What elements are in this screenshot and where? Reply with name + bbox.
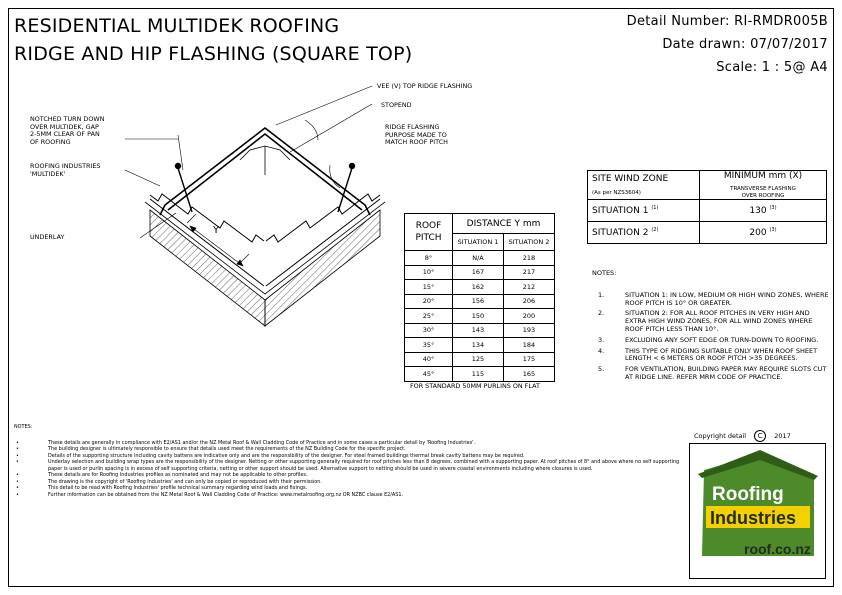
pitch-cell: 45° [405, 367, 453, 382]
situation-label [588, 200, 700, 222]
sit1-cell: N/A [453, 251, 504, 266]
note-number: 1. [598, 290, 605, 299]
label-roofing-multidek: ROOFING INDUSTRIES 'MULTIDEK' [30, 162, 101, 178]
note-text: SITUATION 1: IN LOW, MEDIUM OR HIGH WIND ZONES, WHERE ROOF PITCH IS 10° OR GREATER. [625, 290, 829, 307]
situation-1-sup: (1) [651, 205, 659, 211]
nzs-reference: (As per NZS3604) [592, 190, 641, 196]
sit1-cell: 162 [453, 280, 504, 295]
sit2-cell: 193 [504, 323, 555, 338]
minimum-x-header [700, 171, 827, 200]
bottom-note-item: • This detail to be read with Roofing Industries' profile technical summary regarding wind loads and fixings. [14, 485, 684, 492]
sit1-cell: 167 [453, 265, 504, 280]
left-purlin [150, 210, 265, 326]
copyright-text: Copyright detail [694, 432, 747, 440]
sit1-cell: 134 [453, 338, 504, 353]
roof-pitch-header [405, 214, 453, 251]
table-row [405, 265, 555, 280]
situation-2-header: SITUATION 2 [504, 234, 555, 251]
table-row [405, 280, 555, 295]
note-number: 2. [598, 309, 605, 318]
pitch-cell: 20° [405, 294, 453, 309]
bottom-note-item: • The drawing is the copyright of 'Roofing Industries' and can only be copied or reproduced with their permission. [14, 479, 684, 486]
table-row [405, 323, 555, 338]
sit1-cell: 150 [453, 309, 504, 324]
sit2-cell: 165 [504, 367, 555, 382]
bottom-note-item: • These details are for Roofing Industries profiles as nominated and may not be applicable to other profiles. [14, 472, 684, 479]
date-drawn: Date drawn: 07/07/2017 [662, 37, 828, 52]
notes-bottom-list [14, 440, 684, 499]
table-row [405, 352, 555, 367]
notes-bottom-heading: NOTES: [14, 424, 33, 430]
sit2-cell: 217 [504, 265, 555, 280]
note-text: SITUATION 2: FOR ALL ROOF PITCHES IN VERY HIGH AND EXTRA HIGH WIND ZONES, FOR ALL WIND ZONES WHERE ROOF PITCH LESS THAN 10°. [625, 309, 813, 333]
label-vee-top: VEE (V) TOP RIDGE FLASHING [377, 82, 473, 90]
sit2-cell: 200 [504, 309, 555, 324]
sit2-cell: 184 [504, 338, 555, 353]
copyright-symbol: C [754, 430, 766, 442]
bottom-note-item: • Details of the supporting structure including cavity battens are indicative only and are the responsibility of the designer. For steel framed buildings thermal break cavity battens may be required. [14, 453, 684, 460]
table-row [405, 367, 555, 382]
pitch-cell: 30° [405, 323, 453, 338]
situation-2-label: SITUATION 2 [592, 228, 649, 238]
sit1-cell: 156 [453, 294, 504, 309]
roofing-industries-logo [690, 444, 825, 578]
logo-panel [689, 443, 826, 579]
title-line-2: RIDGE AND HIP FLASHING (SQUARE TOP) [14, 43, 413, 65]
table-row [588, 222, 827, 244]
pitch-header-word: PITCH [415, 233, 442, 243]
note-item [592, 292, 830, 308]
note-text: FOR VENTILATION, BUILDING PAPER MAY REQUIRE SLOTS CUT AT RIDGE LINE. REFER MRM CODE OF PRACTICE. [625, 365, 827, 381]
note-item [592, 348, 830, 364]
bottom-note-item: • These details are generally in compliance with E2/AS1 and/or the NZ Metal Roof & Wall Cladding Code of Practice and in some cases a particular detail by 'Roofing Industries'. [14, 440, 684, 447]
detail-number: Detail Number: RI-RMDR005B [626, 14, 828, 29]
note-item [592, 310, 830, 333]
bottom-note-item: • Underlay selection and building wrap types are the responsibility of the designer. Netting or other supporting generally required for roof pitches less than 8 degrees, combined with a supporting paper. At roof pitches of 8° and above where no self supporting paper is used or purlin spacing is in excess of self supporting criteria, netting or other support should be used. Alternative support to netting should be used in severe coastal environments including where closures is used. [14, 459, 684, 472]
distance-table-footnote: FOR STANDARD 50MM PURLINS ON FLAT [410, 382, 540, 390]
roof-header-word: ROOF [415, 221, 442, 231]
label-ridge-flashing: RIDGE FLASHING PURPOSE MADE TO MATCH ROOF PITCH [385, 123, 448, 147]
label-stopend: STOPEND [381, 101, 412, 109]
table-row [405, 309, 555, 324]
pitch-cell: 40° [405, 352, 453, 367]
situation-1-header: SITUATION 1 [453, 234, 504, 251]
pitch-cell: 8° [405, 251, 453, 266]
notes-right-list [592, 292, 830, 382]
table-row [405, 294, 555, 309]
site-wind-zone-header [588, 171, 700, 200]
label-underlay: UNDERLAY [30, 233, 65, 241]
sit2-cell: 206 [504, 294, 555, 309]
situation-1-value: 130 [749, 206, 767, 216]
distance-y-header: DISTANCE Y mm [453, 214, 555, 234]
bottom-note-item: • Further information can be obtained from the NZ Metal Roof & Wall Cladding Code of Practice: www.metalroofing.org.nz OR NZBC clause E2/AS1. [14, 492, 684, 499]
pitch-cell: 10° [405, 265, 453, 280]
situation-2-sup: (2) [651, 227, 659, 233]
note-item [592, 366, 830, 382]
dimension-y-label: Y [213, 225, 220, 236]
sit2-cell: 175 [504, 352, 555, 367]
sit2-cell: 212 [504, 280, 555, 295]
notes-right [592, 270, 830, 385]
pitch-cell: 25° [405, 309, 453, 324]
minimum-x-title: MINIMUM mm (X) [723, 171, 803, 181]
transverse-flashing-note: TRANSVERSE FLASHING OVER ROOFING [730, 186, 796, 199]
title-line-1: RESIDENTIAL MULTIDEK ROOFING [14, 15, 340, 37]
note-item [592, 337, 830, 345]
notes-bottom [14, 424, 684, 498]
label-notched-turn-down: NOTCHED TURN DOWN OVER MULTIDEK, GAP 2-5MM CLEAR OF PAN OF ROOFING [30, 115, 105, 146]
note-number: 4. [598, 346, 605, 355]
note-text: EXCLUDING ANY SOFT EDGE OR TURN-DOWN TO ROOFING. [625, 335, 819, 344]
pitch-cell: 15° [405, 280, 453, 295]
table-row [588, 200, 827, 222]
sit2-cell: 218 [504, 251, 555, 266]
notes-right-heading: NOTES: [592, 269, 617, 277]
sit1-cell: 143 [453, 323, 504, 338]
note-number: 3. [598, 335, 605, 344]
stopend [240, 146, 290, 175]
situation-2-value: 200 [749, 228, 767, 238]
copyright-line [694, 430, 791, 442]
situation-1-value-sup: (3) [769, 205, 777, 211]
logo-word-industries: Industries [710, 508, 797, 528]
copyright-year: 2017 [774, 432, 791, 440]
note-number: 5. [598, 365, 605, 374]
note-text: THIS TYPE OF RIDGING SUITABLE ONLY WHEN ROOF SHEET LENGTH < 6 METERS OR ROOF PITCH >35 DEGREES. [625, 346, 818, 363]
situation-label [588, 222, 700, 244]
logo-url: roof.co.nz [744, 541, 811, 557]
bottom-note-item: • The building designer is ultimately responsible to ensure that details used meet the requirements of the NZ Building Code for the specific project. [14, 446, 684, 453]
distance-table [404, 213, 555, 382]
min-value [700, 200, 827, 222]
pitch-cell: 35° [405, 338, 453, 353]
wind-zone-table [587, 170, 827, 244]
sit1-cell: 115 [453, 367, 504, 382]
scale: Scale: 1 : 5@ A4 [716, 60, 828, 75]
right-purlin [265, 210, 380, 326]
table-row [405, 251, 555, 266]
sit1-cell: 125 [453, 352, 504, 367]
table-row [405, 338, 555, 353]
min-value [700, 222, 827, 244]
dimension-x-arc [305, 120, 340, 188]
situation-2-value-sup: (3) [769, 227, 777, 233]
logo-word-roofing: Roofing [712, 484, 784, 505]
site-wind-zone-title: SITE WIND ZONE [592, 174, 669, 184]
situation-1-label: SITUATION 1 [592, 206, 649, 216]
